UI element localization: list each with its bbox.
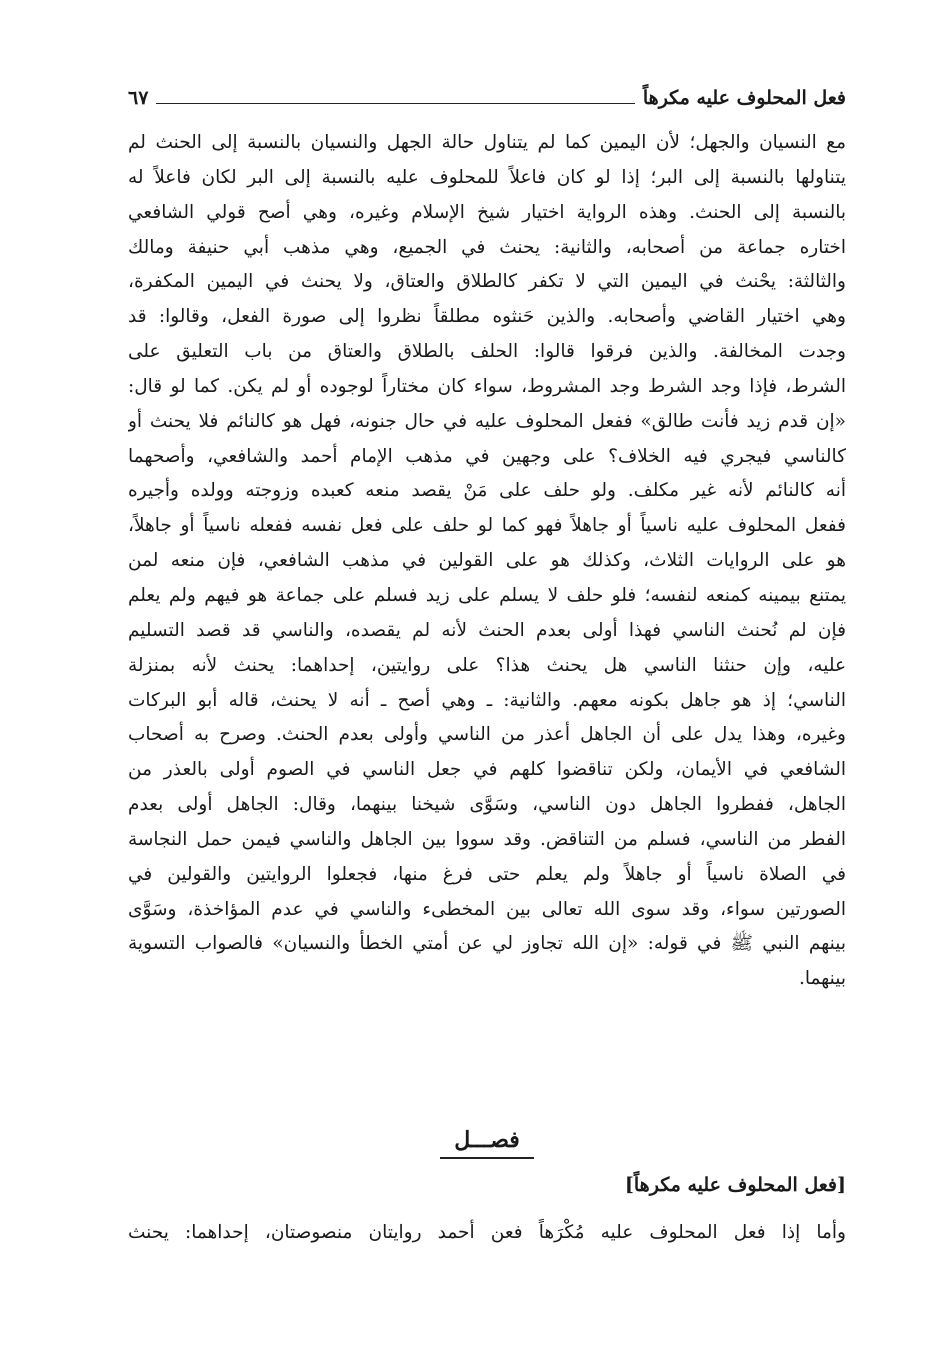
body-line: وهي اختيار القاضي وأصحابه. والذين حَنثوه مطلقاً نظروا إلى صورة الفعل، وقالوا: قد	[128, 306, 846, 328]
body-line: كالناسي فيجري فيه الخلاف؟ على وجهين في مذهب الإمام أحمد والشافعي، وأصحهما	[128, 445, 846, 467]
section-heading-text: فصـــل	[440, 1125, 534, 1159]
running-header-title: فعل المحلوف عليه مكرهاً	[642, 87, 846, 109]
body-line: بينهما.	[798, 968, 846, 990]
body-line: والثالثة: يحْنث في اليمين التي لا تكفر كالطلاق والعتاق، ولا يحنث في اليمين المكفرة،	[128, 271, 846, 293]
header-rule	[156, 103, 634, 104]
body-line: بالنسبة إلى الحنث. وهذه الرواية اختيار شيخ الإسلام وغيره، وهي أصح قولي الشافعي	[128, 201, 846, 223]
body-line: «إن قدم زيد فأنت طالق» ففعل المحلوف عليه في حال جنونه، فهل هو كالنائم فلا يحنث أو	[128, 410, 846, 432]
body-line: وجدت المخالفة. والذين فرقوا قالوا: الحلف بالطلاق والعتاق من باب التعليق على	[128, 341, 846, 363]
body-line: عليه، وإن حنثنا الناسي هل يحنث هذا؟ على روايتين، إحداهما: يحنث لأنه بمنزلة	[128, 654, 846, 676]
body-line: مع النسيان والجهل؛ لأن اليمين كما لم يتناول حالة الجهل والنسيان بالنسبة إلى الحنث لم	[128, 132, 846, 153]
section-subheading: [فعل المحلوف عليه مكرهاً]	[624, 1174, 846, 1196]
body-line: الناسي؛ إذ هو جاهل بكونه معهم. والثانية: ـ وهي أصح ـ أنه لا يحنث، قاله أبو البركات	[128, 689, 846, 711]
running-header	[128, 82, 846, 112]
body-line: وغيره، وهذا يدل على أن الجاهل أعذر من الناسي وأولى بعدم الحنث. وصرح به أصحاب	[128, 724, 846, 746]
section-heading	[128, 1120, 846, 1160]
body-line: يمتنع بيمينه كمنعه لنفسه؛ فلو حلف لا يسلم على زيد فسلم على جماعة هو فيهم ولم يعلم	[128, 584, 846, 606]
body-line: الفطر من الناسي، فسلم من التناقض. وقد سووا بين الجاهل والناسي فيمن حمل النجاسة	[128, 828, 846, 850]
closing-line: وأما إذا فعل المحلوف عليه مُكْرَهاً فعن أحمد روايتان منصوصتان، إحداهما: يحنث	[128, 1222, 846, 1243]
body-line: هو على الروايات الثلاث، وكذلك هو على القولين في مذهب الشافعي، فإن منعه لمن	[128, 550, 846, 572]
body-line: الجاهل، ففطروا الجاهل دون الناسي، وسَوَّى شيخنا بينهما، وقال: الجاهل أولى بعدم	[128, 794, 846, 816]
body-line: أنه كالنائم لأنه غير مكلف. ولو حلف على مَنْ يقصد منعه كعبده وزوجته وولده وأجيره	[128, 480, 846, 502]
body-text	[128, 126, 846, 997]
body-line: فإن لم نُحنث الناسي فهذا أولى بعدم الحنث لأنه لم يقصده، والناسي قد قصد التسليم	[128, 619, 846, 641]
body-line: الشافعي في الأيمان، ولكن تناقضوا كلهم في جعل الناسي في الصوم أولى بالعذر من	[128, 759, 846, 781]
body-line: بينهم النبي ﷺ في قوله: «إن الله تجاوز لي عن أمتي الخطأ والنسيان» فالصواب التسوية	[128, 933, 846, 955]
body-line: ففعل المحلوف عليه ناسياً أو جاهلاً فهو كما لو حلف على فعل نفسه ففعله ناسياً أو جاهلاً،	[128, 515, 846, 537]
page-number: ٦٧	[128, 87, 149, 109]
body-line: الشرط، فإذا وجد الشرط وجد المشروط، سواء كان مختاراً لوجوده أو لم يكن. كما لو قال:	[128, 375, 846, 397]
body-line: اختاره جماعة من أصحابه، والثانية: يحنث في الجميع، وهي مذهب أبي حنيفة ومالك	[128, 236, 846, 258]
body-line: يتناولها بالنسبة إلى البر؛ إذا لو كان فاعلاً للمحلوف عليه بالنسبة إلى البر لكان فاعلاً له	[128, 166, 846, 188]
body-line: في الصلاة ناسياً أو جاهلاً ولم يعلم حتى فرغ منها، فجعلوا الروايتين والقولين في	[128, 863, 846, 885]
body-line: الصورتين سواء، وقد سوى الله تعالى بين المخطىء والناسي في عدم المؤاخذة، وسَوَّى	[128, 898, 846, 920]
